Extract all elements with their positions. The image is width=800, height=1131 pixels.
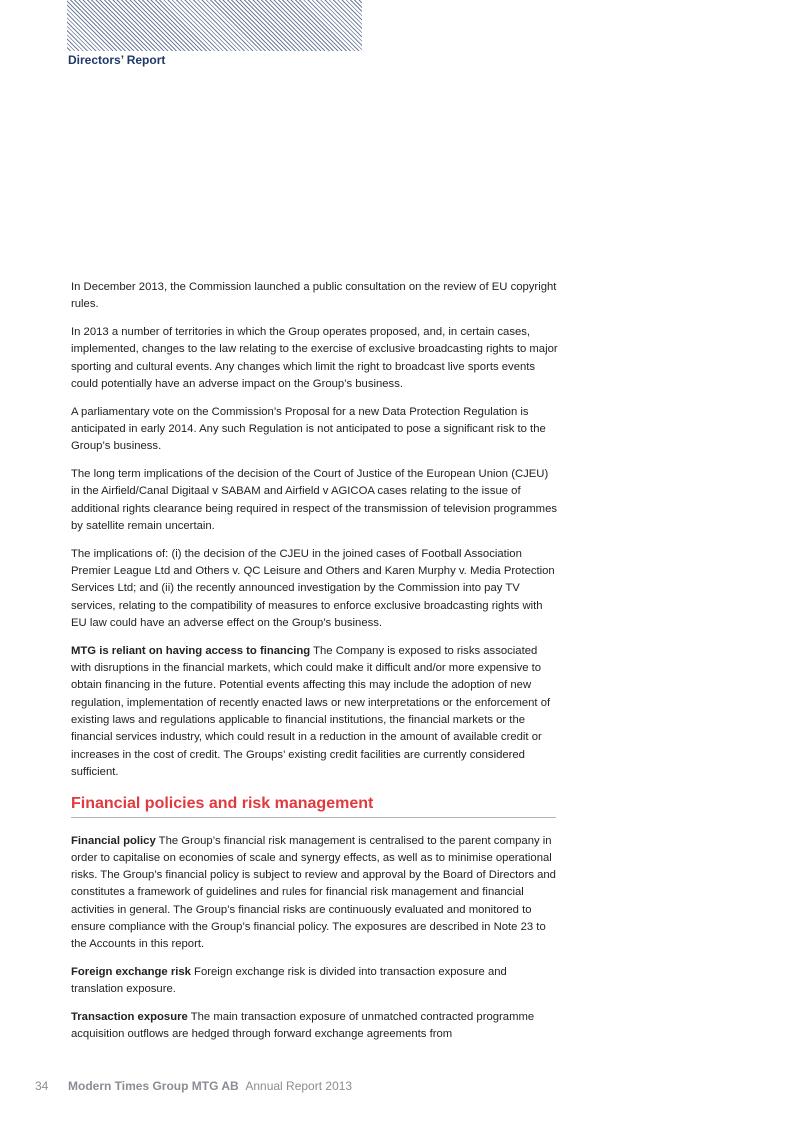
paragraph-text: The Company is exposed to risks associated with disruptions in the financial markets, which could make it difficult and/or more expensive to obtain financing in the future. Potential events affecting this may include the adoption of new regulation, implementation of recently enacted laws or new interpretations or the enforcement of existing laws and regulations applicable to financial institutions, the financial markets or the financial services industry, which could result in a reduction in the amount of available credit or increases in the cost of credit. The Groups’ existing credit facilities are currently considered sufficient. [71, 644, 551, 778]
paragraph: A parliamentary vote on the Commission’s Proposal for a new Data Protection Regulation is anticipated in early 2014. Any such Regulation is not anticipated to pose a significant risk to the Group’s business. [71, 405, 546, 453]
report-title: Annual Report 2013 [245, 1079, 353, 1093]
header-hatch-pattern [67, 0, 362, 51]
paragraph-financial-policy [71, 833, 559, 954]
paragraph-text: The main transaction exposure of unmatched contracted programme acquisition outflows are hedged through forward exchange agreements from [71, 1011, 535, 1041]
section-title: Directors’ Report [68, 53, 166, 67]
run-in-heading: Foreign exchange risk [71, 966, 191, 979]
run-in-heading: Transaction exposure [71, 1011, 188, 1024]
paragraph-text: Foreign exchange risk is divided into transaction exposure and translation exposure. [71, 966, 507, 996]
paragraph: The long term implications of the decision of the Court of Justice of the European Union (CJEU) in the Airfield/Canal Digitaal v SABAM and Airfield v AGICOA cases relating to the issue of additional rights clearance being required in respect of the transmission of television programmes by satellite remain uncertain. [71, 468, 558, 533]
paragraph-fx-risk [71, 964, 559, 999]
paragraph-text: The Group’s financial risk management is centralised to the parent company in order to capitalise on economies of scale and synergy effects, as well as to minimise operational risks. The Group’s financial policy is subject to review and approval by the Board of Directors and constitutes a framework of guidelines and rules for financial risk management and financial activities in general. The Group’s financial risks are continuously evaluated and monitored to ensure compliance with the Group’s financial policy. The exposures are described in Note 23 to the Accounts in this report. [71, 834, 556, 951]
paragraph: The implications of: (i) the decision of the CJEU in the joined cases of Football Association Premier League Ltd and Others v. QC Leisure and Others and Karen Murphy v. Media Protection Services Ltd; and (ii) the recently announced investigation by the Commission into pay TV services, relating to the compatibility of measures to enforce exclusive broadcasting rights with EU law could have an adverse effect on the Group’s business. [71, 547, 555, 630]
paragraph: In December 2013, the Commission launched a public consultation on the review of EU copyright rules. [71, 281, 557, 311]
run-in-heading: MTG is reliant on having access to financing [71, 644, 311, 657]
body-text [71, 279, 559, 1054]
run-in-heading: Financial policy [71, 834, 156, 847]
section-heading: Financial policies and risk management [71, 795, 556, 817]
company-name: Modern Times Group MTG AB [68, 1079, 239, 1093]
paragraph-transaction-exposure [71, 1009, 559, 1044]
paragraph-financing [71, 643, 559, 781]
paragraph: In 2013 a number of territories in which the Group operates proposed, and, in certain cases, implemented, changes to the law relating to the exercise of exclusive broadcasting rights to major sporting and cultural events. Any changes which limit the right to broadcast live sports events could potentially have an adverse impact on the Group’s business. [71, 326, 558, 390]
page-footer [35, 1079, 352, 1093]
page-number: 34 [35, 1079, 49, 1093]
